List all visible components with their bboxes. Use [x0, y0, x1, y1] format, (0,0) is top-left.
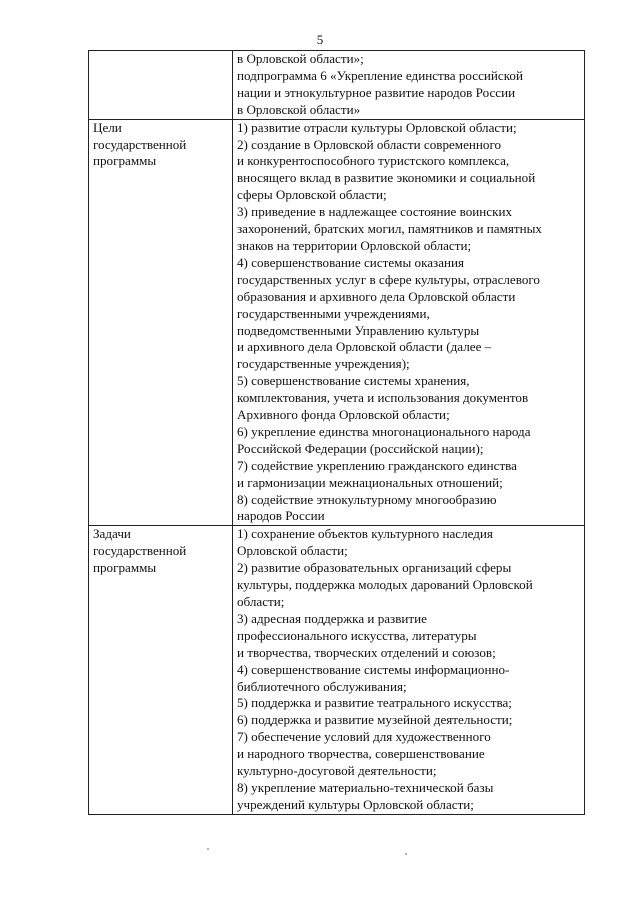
- content-line: государственные учреждения);: [237, 356, 410, 372]
- row-label-line: государственной: [93, 543, 187, 559]
- content-line: знаков на территории Орловской области;: [237, 237, 472, 253]
- tasks-row: [89, 526, 585, 814]
- content-line: библиотечного обслуживания;: [237, 678, 407, 694]
- content-line: подпрограмма 6 «Укрепление единства российской: [237, 67, 523, 83]
- row-label-line: государственной: [93, 136, 187, 152]
- content-line: 2) создание в Орловской области современного: [237, 136, 502, 152]
- row-label-cell: [89, 119, 233, 526]
- content-line: государственными учреждениями,: [237, 305, 430, 321]
- content-line: 8) укрепление материально-технической базы: [237, 779, 494, 795]
- content-line: 1) развитие отрасли культуры Орловской области;: [237, 119, 517, 135]
- content-line: 6) поддержка и развитие музейной деятельности;: [237, 712, 513, 728]
- content-line: профессионального искусства, литературы: [237, 627, 477, 643]
- content-line: 4) совершенствование системы информационно-: [237, 661, 510, 677]
- content-line: 2) развитие образовательных организаций сферы: [237, 560, 512, 576]
- content-line: Архивного фонда Орловской области;: [237, 407, 450, 423]
- row-label-line: Задачи: [93, 526, 131, 542]
- content-line: государственных услуг в сфере культуры, отраслевого: [237, 271, 540, 287]
- row-label-cell: [89, 51, 233, 120]
- content-line: сферы Орловской области;: [237, 187, 387, 203]
- content-line: 3) адресная поддержка и развитие: [237, 610, 427, 626]
- content-line: в Орловской области»;: [237, 51, 364, 66]
- row-label-line: программы: [93, 560, 157, 576]
- row-content-cell: [233, 119, 585, 526]
- continuation-row: [89, 51, 585, 120]
- content-line: 5) совершенствование системы хранения,: [237, 373, 470, 389]
- content-line: 5) поддержка и развитие театрального искусства;: [237, 695, 512, 711]
- content-line: 4) совершенствование системы оказания: [237, 254, 465, 270]
- content-line: нации и этнокультурное развитие народов России: [237, 84, 516, 100]
- content-line: Орловской области;: [237, 543, 348, 559]
- content-line: и архивного дела Орловской области (далее –: [237, 339, 492, 355]
- content-line: 8) содействие этнокультурному многообразию: [237, 491, 497, 507]
- page-number: 5: [316, 32, 324, 47]
- content-line: учреждений культуры Орловской области;: [237, 796, 474, 812]
- content-line: комплектования, учета и использования документов: [237, 390, 529, 406]
- scan-speck: [207, 848, 209, 850]
- program-passport-table: [88, 50, 585, 815]
- content-line: 7) содействие укреплению гражданского единства: [237, 457, 517, 473]
- content-line: 3) приведение в надлежащее состояние воинских: [237, 204, 513, 220]
- content-line: образования и архивного дела Орловской области: [237, 288, 516, 304]
- content-line: подведомственными Управлению культуры: [237, 322, 480, 338]
- content-line: захоронений, братских могил, памятников и памятных: [237, 221, 542, 237]
- content-line: 7) обеспечение условий для художественного: [237, 729, 491, 745]
- row-label-line: программы: [93, 153, 157, 169]
- content-line: вносящего вклад в развитие экономики и социальной: [237, 170, 536, 186]
- content-line: и народного творчества, совершенствование: [237, 746, 485, 762]
- content-line: области;: [237, 594, 285, 609]
- goals-row: [89, 119, 585, 526]
- content-line: культурно-досуговой деятельности;: [237, 763, 437, 779]
- content-line: и конкурентоспособного туристского комплекса,: [237, 153, 510, 169]
- content-line: 1) сохранение объектов культурного наследия: [237, 526, 493, 542]
- row-content-cell: [233, 526, 585, 814]
- scan-speck: [405, 853, 407, 855]
- content-line: народов России: [237, 508, 325, 524]
- row-content-cell: [233, 51, 585, 120]
- content-line: культуры, поддержка молодых дарований Орловской: [237, 577, 533, 593]
- content-line: и творчества, творческих отделений и союзов;: [237, 644, 496, 660]
- row-label-line: Цели: [93, 119, 122, 135]
- content-line: Российской Федерации (российской нации);: [237, 440, 484, 456]
- row-label-cell: [89, 526, 233, 814]
- content-line: 6) укрепление единства многонационального народа: [237, 423, 531, 439]
- content-line: в Орловской области»: [237, 101, 361, 117]
- content-line: и гармонизации межнациональных отношений;: [237, 474, 503, 490]
